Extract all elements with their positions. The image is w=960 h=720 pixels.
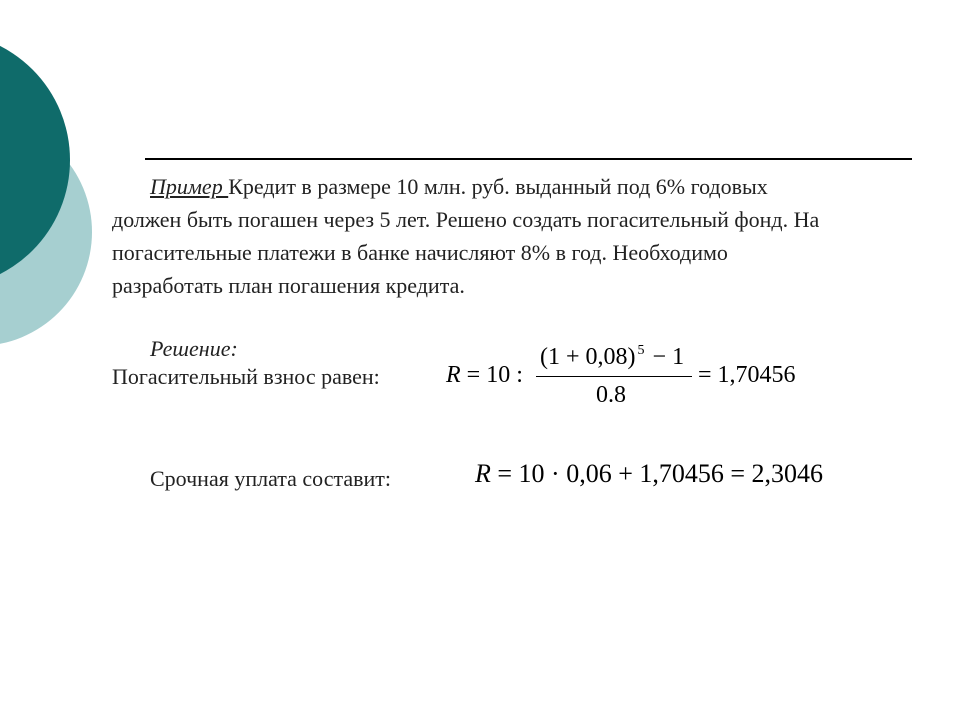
horizontal-rule: [145, 158, 912, 160]
payment-label: Погасительный взнос равен:: [112, 364, 380, 389]
payment-formula-exponent: 5: [637, 343, 645, 358]
payment-formula-denominator: 0.8: [596, 382, 626, 408]
example-paragraph: [112, 170, 832, 302]
payment-formula-numerator: [540, 342, 684, 376]
fraction-bar: [536, 376, 692, 377]
dark-teal-circle: [0, 32, 70, 288]
urgent-formula-var: R: [475, 459, 491, 488]
urgent-payment-formula: [475, 459, 823, 489]
light-teal-circle: [0, 118, 92, 346]
example-lead: Пример: [150, 174, 229, 199]
payment-formula-lhs: [446, 360, 523, 390]
solution-label: Решение:: [150, 336, 238, 361]
payment-formula-numerator-tail: − 1: [652, 344, 685, 370]
payment-formula-var: R: [446, 362, 461, 388]
payment-formula-numerator-base: (1 + 0,08): [540, 344, 636, 370]
urgent-payment-label: Срочная уплата составит:: [150, 466, 392, 491]
urgent-formula-expr: = 10 · 0,06 + 1,70456 = 2,3046: [490, 459, 824, 488]
payment-formula-lhs-text: = 10 :: [460, 362, 523, 388]
example-text: Кредит в размере 10 млн. руб. выданный под 6% годовых должен быть погашен через 5 лет. Решено создать погасительный фонд. На погасительные платежи в банке начисляют 8% в год. Необходимо разработать план погашения кредита.: [112, 174, 820, 298]
payment-formula-rhs: = 1,70456: [698, 362, 796, 388]
